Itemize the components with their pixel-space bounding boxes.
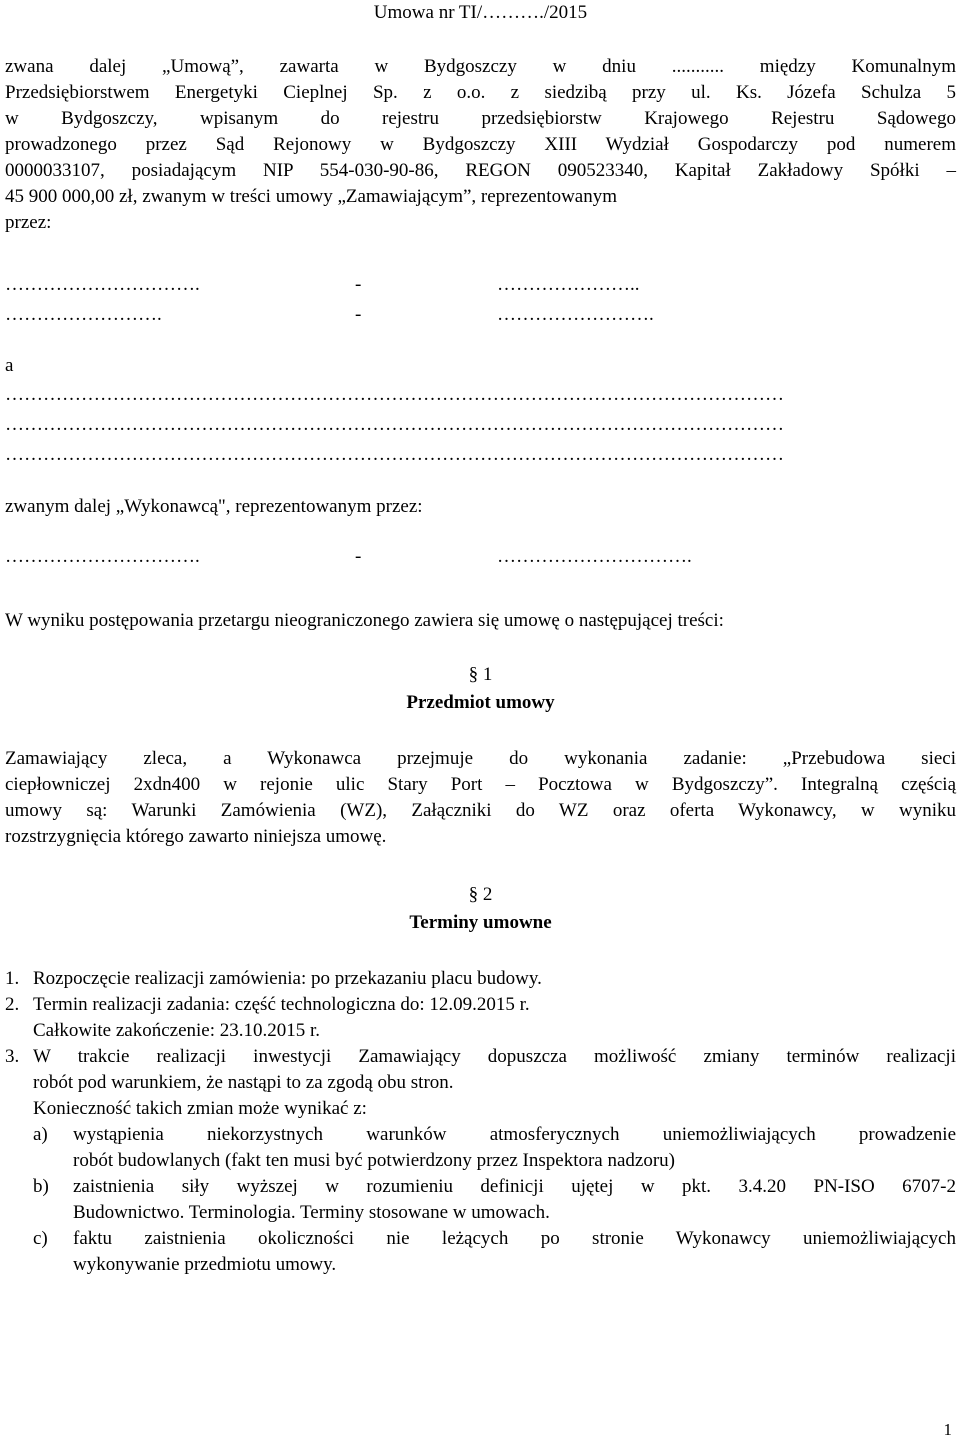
list-item: [5, 1044, 956, 1122]
contractor-dots-line: ……………………………………………………………………………………………………………: [5, 414, 784, 435]
intro-line: 45 900 000,00 zł, zwanym w treści umowy „Zamawiającym”, reprezentowanym: [5, 186, 618, 207]
terms-list: [5, 966, 956, 1278]
section1-line: ciepłowniczej 2xdn400 w rejonie ulic Stary Port – Pocztowa w Bydgoszczy”. Integralną częścią: [5, 774, 956, 795]
contractor-signatory-row: [5, 546, 956, 572]
list-text: robót pod warunkiem, że nastąpi to za zgodą obu stron.: [33, 1072, 454, 1093]
signatory-role: …………………..: [497, 274, 640, 295]
signatory-dash: -: [355, 274, 362, 295]
contractor-dots-line: ……………………………………………………………………………………………………………: [5, 444, 784, 465]
document-title: Umowa nr TI/………./2015: [373, 2, 588, 23]
list-number: 1.: [5, 968, 20, 989]
section1-mark: § 1: [468, 664, 493, 685]
sub-list-text: wystąpienia niekorzystnych warunków atmosferycznych uniemożliwiających prowadzenie: [73, 1124, 956, 1145]
intro-line: przez:: [5, 212, 52, 233]
section1-paragraph: [5, 746, 956, 850]
list-number: 2.: [5, 994, 20, 1015]
represented-text: zwanym dalej „Wykonawcą", reprezentowanym przez:: [5, 496, 423, 517]
list-text: Termin realizacji zadania: część technologiczna do: 12.09.2015 r.: [33, 994, 530, 1015]
list-text: Rozpoczęcie realizacji zamówienia: po przekazaniu placu budowy.: [33, 968, 542, 989]
intro-paragraph: [5, 54, 956, 236]
client-signatory-row: [5, 304, 956, 330]
contractor-represented: [5, 496, 956, 522]
signatory-name: ………………………….: [5, 546, 200, 567]
list-text: W trakcie realizacji inwestycji Zamawiający dopuszcza możliwość zmiany terminów realizacji: [33, 1046, 956, 1067]
section2-mark: § 2: [468, 884, 493, 905]
sub-list-letter: c): [33, 1228, 48, 1249]
list-item: [5, 966, 956, 992]
a-label: a: [5, 355, 14, 376]
sub-list-item: [33, 1122, 956, 1174]
intro-line: Przedsiębiorstwem Energetyki Cieplnej Sp. z o.o. z siedzibą przy ul. Ks. Józefa Schulza 5: [5, 82, 956, 103]
sub-list-text: robót budowlanych (fakt ten musi być potwierdzony przez Inspektora nadzoru): [73, 1150, 675, 1171]
signatory-dash: -: [355, 546, 362, 567]
sub-list-text: Budownictwo. Terminologia. Terminy stosowane w umowach.: [73, 1202, 550, 1223]
sub-list-item: [33, 1226, 956, 1278]
signatory-role: ………………………….: [497, 546, 692, 567]
client-signatory-row: [5, 274, 956, 300]
signatory-dash: -: [355, 304, 362, 325]
section2-heading: Terminy umowne: [409, 912, 552, 933]
list-text: Konieczność takich zmian może wynikać z:: [33, 1098, 367, 1119]
sub-list-text: zaistnienia siły wyższej w rozumieniu definicji ujętej w pkt. 3.4.20 PN-ISO 6707-2: [73, 1176, 956, 1197]
list-item: [5, 992, 956, 1044]
list-text: Całkowite zakończenie: 23.10.2015 r.: [33, 1020, 321, 1041]
contractor-a-label: [5, 355, 956, 381]
intro-line: 0000033107, posiadającym NIP 554-030-90-86, REGON 090523340, Kapitał Zakładowy Spółki –: [5, 160, 956, 181]
sub-list-letter: a): [33, 1124, 48, 1145]
section1-line: rozstrzygnięcia którego zawarto niniejsza umowę.: [5, 826, 387, 847]
page-number: 1: [943, 1420, 952, 1439]
section1-line: umowy są: Warunki Zamówienia (WZ), Załączniki do WZ oraz oferta Wykonawcy, w wyniku: [5, 800, 956, 821]
signatory-role: …………………….: [497, 304, 654, 325]
intro-line: w Bydgoszczy, wpisanym do rejestru przedsiębiorstw Krajowego Rejestru Sądowego: [5, 108, 956, 129]
preamble: [5, 610, 956, 636]
intro-line: zwana dalej „Umową”, zawarta w Bydgoszczy w dniu ........... między Komunalnym: [5, 56, 956, 77]
signatory-name: …………………….: [5, 304, 162, 325]
sub-list-letter: b): [33, 1176, 49, 1197]
preamble-text: W wyniku postępowania przetargu nieograniczonego zawiera się umowę o następującej treści:: [5, 610, 724, 631]
sub-list-text: wykonywanie przedmiotu umowy.: [73, 1254, 337, 1275]
intro-line: prowadzonego przez Sąd Rejonowy w Bydgoszczy XIII Wydział Gospodarczy pod numerem: [5, 134, 956, 155]
list-number: 3.: [5, 1046, 20, 1067]
sub-list-text: faktu zaistnienia okoliczności nie leżących po stronie Wykonawcy uniemożliwiających: [73, 1228, 956, 1249]
section1-heading: Przedmiot umowy: [406, 692, 555, 713]
contractor-dots-line: ……………………………………………………………………………………………………………: [5, 384, 784, 405]
sub-list-item: [33, 1174, 956, 1226]
signatory-name: ………………………….: [5, 274, 200, 295]
section1-line: Zamawiający zleca, a Wykonawca przejmuje do wykonania zadanie: „Przebudowa sieci: [5, 748, 956, 769]
